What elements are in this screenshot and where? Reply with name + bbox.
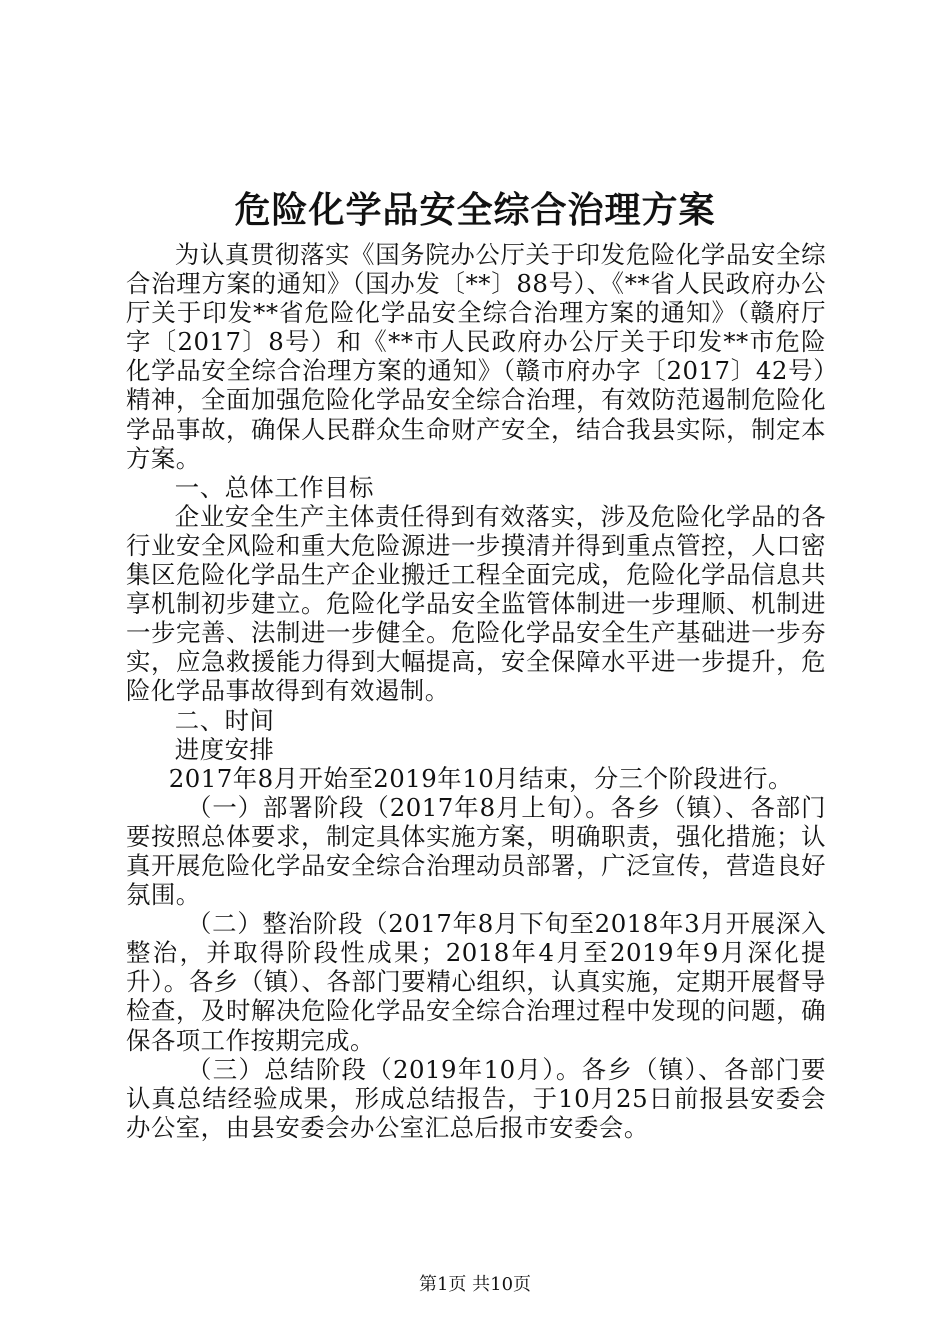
section-heading-goals: 一、总体工作目标	[174, 472, 374, 502]
schedule-heading: 进度安排	[174, 734, 275, 764]
phase-rectification: （二）整治阶段（2017年8月下旬至2018年3月开展深入整治，并取得阶段性成果；2018年4月至2019年9月深化提升）。各乡（镇）、各部门要精心组织，认真实施，定期开展督导检查，及时解决危险化学品安全综合治理过程中发现的问题，确保各项工作按期完成。	[126, 909, 826, 1055]
phase-deployment: （一）部署阶段（2017年8月上旬）。各乡（镇）、各部门要按照总体要求，制定具体实施方案，明确职责，强化措施；认真开展危险化学品安全综合治理动员部署，广泛宣传，营造良好氛围。	[126, 792, 826, 910]
phase-summary: （三）总结阶段（2019年10月）。各乡（镇）、各部门要认真总结经验成果，形成总结报告，于10月25日前报县安委会办公室，由县安委会办公室汇总后报市安委会。	[126, 1054, 826, 1142]
section-heading-time: 二、时间	[174, 705, 275, 735]
schedule-overview: 2017年8月开始至2019年10月结束，分三个阶段进行。	[168, 763, 793, 793]
goals-paragraph: 企业安全生产主体责任得到有效落实，涉及危险化学品的各行业安全风险和重大危险源进一步摸清并得到重点管控，人口密集区危险化学品生产企业搬迁工程全面完成，危险化学品信息共享机制初步建立。危险化学品安全监管体制进一步理顺、机制进一步完善、法制进一步健全。危险化学品安全生产基础进一步夯实，应急救援能力得到大幅提高，安全保障水平进一步提升，危险化学品事故得到有效遏制。	[126, 501, 826, 706]
intro-paragraph: 为认真贯彻落实《国务院办公厅关于印发危险化学品安全综合治理方案的通知》（国办发〔**〕88号）、《**省人民政府办公厅关于印发**省危险化学品安全综合治理方案的通知》（赣府厅字〔2017〕8号）和《**市人民政府办公厅关于印发**市危险化学品安全综合治理方案的通知》（赣市府办字〔2017〕42号）精神，全面加强危险化学品安全综合治理，有效防范遏制危险化学品事故，确保人民群众生命财产安全，结合我县实际，制定本方案。	[126, 240, 826, 473]
document-title: 危险化学品安全综合治理方案	[234, 189, 716, 231]
document-body	[126, 240, 826, 1142]
page-number: 第1页 共10页	[418, 1274, 532, 1295]
